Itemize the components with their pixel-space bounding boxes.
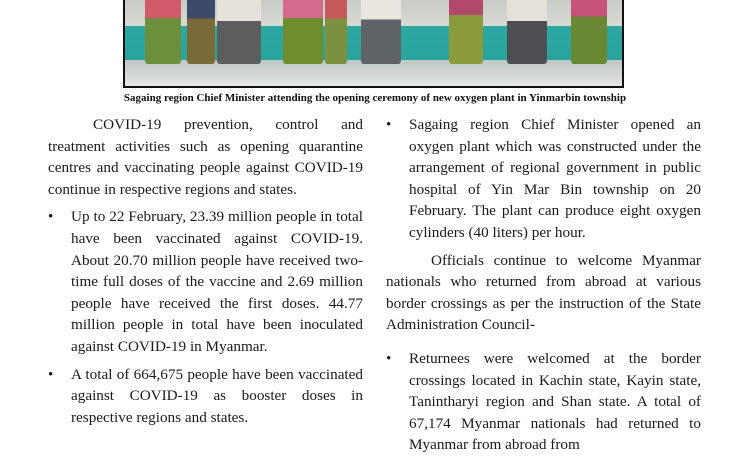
left-column (48, 114, 363, 428)
intro-paragraph: COVID-19 prevention, control and treatment activities such as opening quarantine centres and vaccinating people against COVID-19 continue in respective regions and states. (48, 116, 363, 198)
bullet-symbol: • (386, 349, 392, 367)
bullet-text: A total of 664,675 people have been vaccinated against COVID-19 as booster doses in respective regions and states. (71, 365, 363, 426)
photo-person (361, 0, 401, 64)
photo-person (507, 0, 547, 64)
photo-person (145, 0, 181, 64)
photo-person (217, 0, 261, 64)
bullet-symbol: • (48, 365, 54, 383)
bullet-symbol: • (386, 116, 392, 133)
photo-person (187, 0, 215, 64)
bullet-symbol: • (48, 208, 54, 226)
right-column (386, 114, 701, 456)
bullet-item (386, 348, 701, 456)
bullet-text: Sagaing region Chief Minister opened an oxygen plant which was constructed under the arrangement of regional government in public hospital of Yin Mar Bin township on 20 February. The plant can produce eight oxygen cylinders (40 liters) per hour. (409, 116, 701, 241)
body-paragraph: Officials continue to welcome Myanmar nationals who returned from abroad at various border crossings as per the instruction of the State Administration Council- (386, 251, 701, 334)
photo-person (571, 0, 607, 64)
photo-person (325, 0, 347, 64)
photo-person (283, 0, 323, 64)
bullet-text: Returnees were welcomed at the border crossings located in Kachin state, Kayin state, Tanintharyi region and Shan state. A total of 67,174 Myanmar nationals had returned to Myanmar from abroad from (409, 349, 701, 454)
bullet-text: Up to 22 February, 23.39 million people in total have been vaccinated against COVID-19. About 20.70 million people have received two-time full doses of the vaccine and 2.69 million people have received the first doses. 44.77 million people in total have been inoculated against COVID-19 in Myanmar. (71, 208, 363, 355)
bullet-item (48, 206, 363, 357)
bullet-item (386, 114, 701, 244)
photo-person (449, 0, 483, 64)
ceremony-photo (123, 0, 624, 88)
figure-caption: Sagaing region Chief Minister attending the opening ceremony of new oxygen plant in Yinmarbin township (123, 92, 627, 104)
bullet-item (48, 364, 363, 429)
